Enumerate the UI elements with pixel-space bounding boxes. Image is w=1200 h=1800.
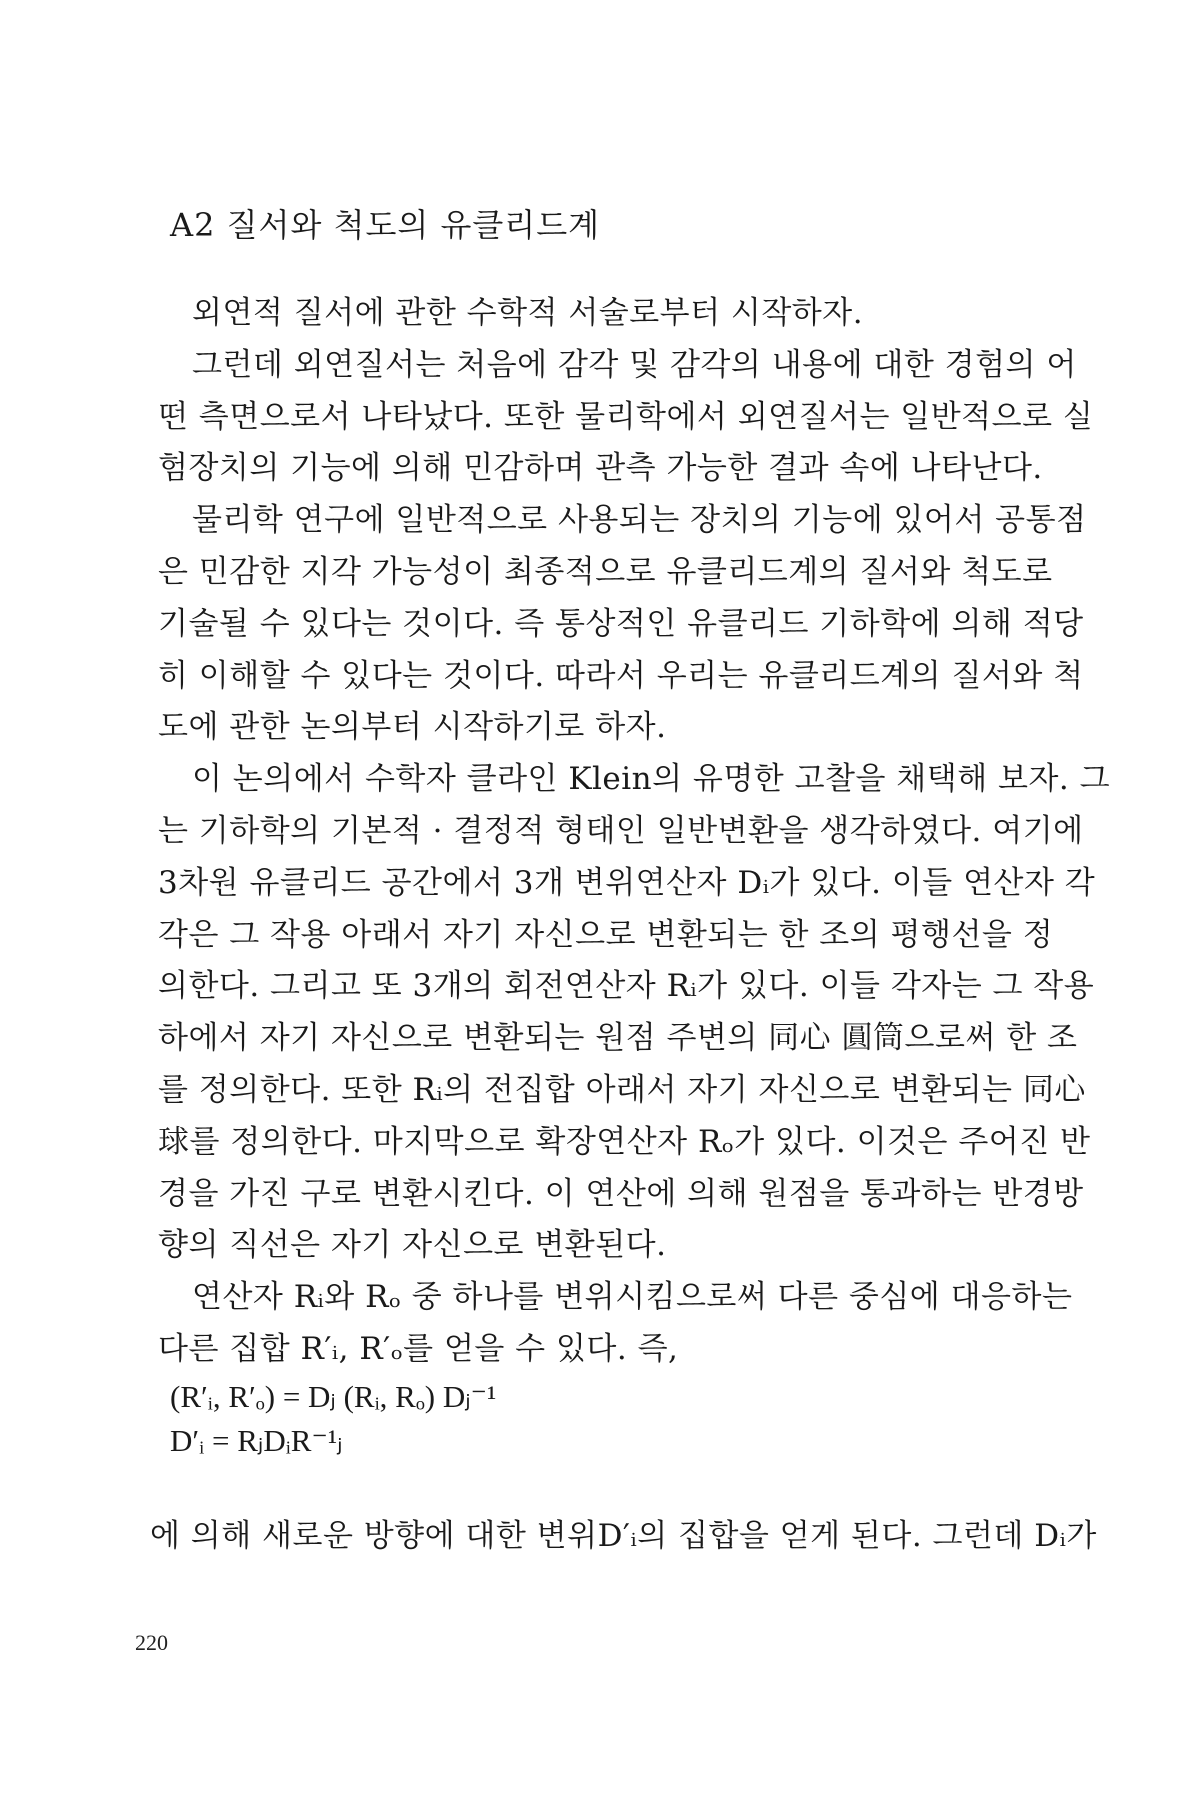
text-line: 를 정의한다. 또한 Rᵢ의 전집합 아래서 자기 자신으로 변환되는 同心	[158, 1071, 1086, 1108]
equation-block	[170, 1375, 496, 1463]
page-number: 220	[135, 1630, 168, 1655]
paragraph	[158, 340, 1094, 495]
section-title: A2 질서와 척도의 유클리드계	[170, 206, 601, 244]
text-line: 물리학 연구에 일반적으로 사용되는 장치의 기능에 있어서 공통점	[192, 502, 1087, 539]
text-line: 하에서 자기 자신으로 변환되는 원점 주변의 同心 圓筒으로써 한 조	[158, 1020, 1078, 1057]
text-line: 의한다. 그리고 또 3개의 회전연산자 Rᵢ가 있다. 이들 각자는 그 작용	[158, 968, 1095, 1005]
text-line: 는 기하학의 기본적 · 결정적 형태인 일반변환을 생각하였다. 여기에	[158, 812, 1084, 849]
text-line: 은 민감한 지각 가능성이 최종적으로 유클리드계의 질서와 척도로	[158, 553, 1053, 590]
continuation-line: 에 의해 새로운 방향에 대한 변위D′ᵢ의 집합을 얻게 된다. 그런데 Dᵢ가	[150, 1518, 1097, 1554]
text-line: 험장치의 기능에 의해 민감하며 관측 가능한 결과 속에 나타난다.	[158, 450, 1043, 487]
text-line: 다른 집합 R′ᵢ, R′ₒ를 얻을 수 있다. 즉,	[158, 1330, 679, 1367]
equation: D′ᵢ = RⱼDᵢR⁻¹ⱼ	[170, 1423, 343, 1458]
paragraph	[158, 495, 1087, 754]
paragraph	[158, 288, 1048, 340]
body-text	[158, 288, 1111, 1376]
text-line: 이 논의에서 수학자 클라인 Klein의 유명한 고찰을 채택해 보자. 그	[192, 761, 1111, 798]
text-line: 도에 관한 논의부터 시작하기로 하자.	[158, 709, 667, 746]
equation: (R′ᵢ, R′ₒ) = Dⱼ (Rᵢ, Rₒ) Dⱼ⁻¹	[170, 1379, 497, 1414]
text-line: 외연적 질서에 관한 수학적 서술로부터 시작하자.	[192, 295, 864, 331]
text-line: 3차원 유클리드 공간에서 3개 변위연산자 Dᵢ가 있다. 이들 연산자 각	[158, 864, 1096, 901]
text-line: 연산자 Rᵢ와 Rₒ 중 하나를 변위시킴으로써 다른 중심에 대응하는	[192, 1279, 1073, 1316]
text-line: 그런데 외연질서는 처음에 감각 및 감각의 내용에 대한 경험의 어	[192, 346, 1077, 383]
text-line: 향의 직선은 자기 자신으로 변환된다.	[158, 1227, 667, 1264]
text-line: 히 이해할 수 있다는 것이다. 따라서 우리는 유클리드계의 질서와 척	[158, 657, 1084, 694]
text-line: 떤 측면으로서 나타났다. 또한 물리학에서 외연질서는 일반적으로 실	[158, 398, 1094, 435]
text-line: 球를 정의한다. 마지막으로 확장연산자 Rₒ가 있다. 이것은 주어진 반	[158, 1123, 1091, 1160]
text-line: 기술될 수 있다는 것이다. 즉 통상적인 유클리드 기하학에 의해 적당	[158, 605, 1084, 642]
paragraph	[158, 754, 1111, 1272]
text-line: 각은 그 작용 아래서 자기 자신으로 변환되는 한 조의 평행선을 정	[158, 916, 1054, 953]
text-line: 경을 가진 구로 변환시킨다. 이 연산에 의해 원점을 통과하는 반경방	[158, 1175, 1084, 1212]
paragraph	[158, 1272, 1073, 1376]
